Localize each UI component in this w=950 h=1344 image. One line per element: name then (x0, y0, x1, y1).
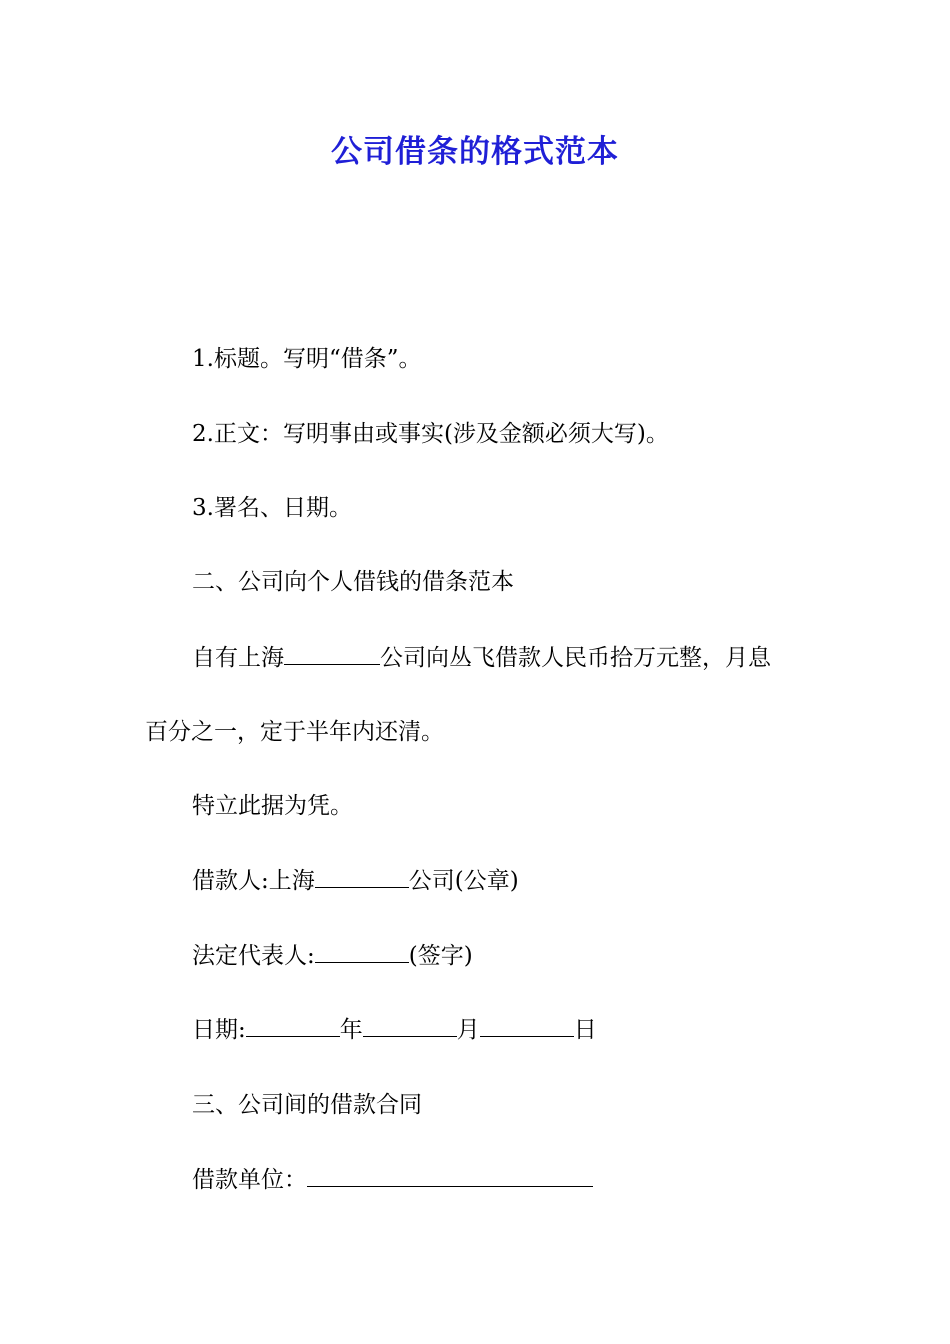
signature-label: (签字) (408, 943, 473, 969)
company-name-blank (284, 642, 380, 665)
loan-statement-prefix: 自有上海 (192, 645, 284, 671)
month-blank (363, 1014, 457, 1037)
borrowing-unit-blank (307, 1164, 593, 1187)
section-heading-personal-loan: 二、公司向个人借钱的借条范本 (192, 569, 514, 595)
document-title: 公司借条的格式范本 (331, 134, 619, 170)
borrowing-unit-line (192, 1164, 593, 1196)
date-label: 日期: (192, 1017, 246, 1043)
legal-representative-line (192, 940, 473, 972)
loan-statement-body: 公司向丛飞借款人民币拾万元整，月息 (380, 645, 771, 671)
day-label: 日 (573, 1017, 597, 1043)
legal-representative-label: 法定代表人: (192, 943, 315, 969)
borrower-company-blank (315, 865, 409, 888)
borrower-line (192, 865, 519, 897)
paragraph-loan-statement (192, 642, 771, 674)
year-label: 年 (339, 1017, 363, 1043)
section-heading-company-loan: 三、公司间的借款合同 (192, 1092, 422, 1118)
borrowing-unit-label: 借款单位： (192, 1167, 307, 1193)
borrower-label: 借款人:上海 (192, 868, 315, 894)
year-blank (246, 1014, 340, 1037)
paragraph-certification: 特立此据为凭。 (192, 793, 353, 819)
borrower-seal-label: 公司(公章) (408, 868, 519, 894)
paragraph-loan-terms: 百分之一，定于半年内还清。 (145, 719, 444, 745)
paragraph-signature-rule: 3.署名、日期。 (192, 495, 352, 521)
month-label: 月 (456, 1017, 480, 1043)
legal-representative-blank (315, 940, 409, 963)
paragraph-body-rule: 2.正文：写明事由或事实(涉及金额必须大写)。 (192, 421, 669, 447)
day-blank (480, 1014, 574, 1037)
paragraph-title-rule: 1.标题。写明“借条”。 (192, 346, 422, 372)
date-line (192, 1014, 597, 1046)
